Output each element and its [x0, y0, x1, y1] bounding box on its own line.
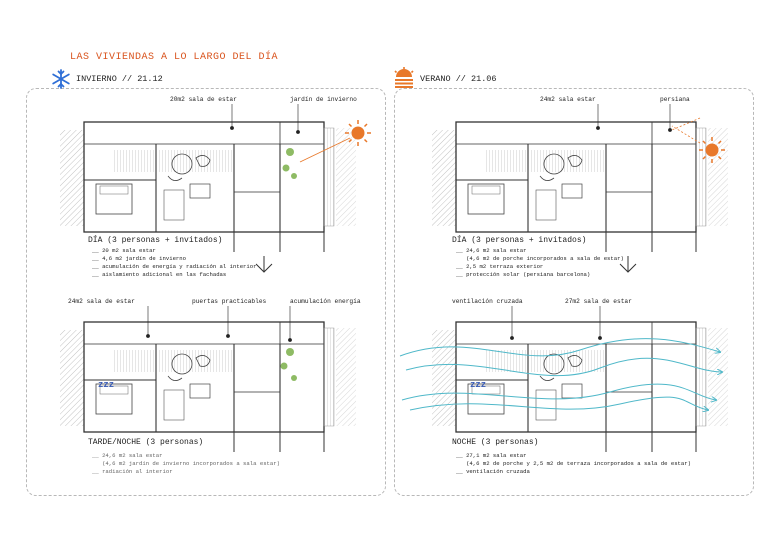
summer-day-callout-1: 24m2 sala estar — [540, 96, 596, 103]
winter-night-callout-3: acumulación energía — [290, 298, 361, 305]
winter-day-heading: DÍA (3 personas + invitados) — [88, 236, 223, 245]
summer-sleep-marker: zzz — [470, 380, 487, 390]
summer-day-bullet-3: __ 2,5 m2 terraza exterior — [456, 263, 544, 270]
winter-day-callout-1: 20m2 sala de estar — [170, 96, 237, 103]
summer-day-bullet-4: __ protección solar (persiana barcelona) — [456, 271, 591, 278]
summer-night-bullet-3: __ ventilación cruzada — [456, 468, 530, 475]
summer-night-bullet-1: __ 27,1 m2 sala estar — [456, 452, 527, 459]
winter-day-bullet-2: __ 4,6 m2 jardín de invierno — [92, 255, 186, 262]
winter-day-callout-2: jardín de invierno — [290, 96, 357, 103]
summer-season-label: VERANO // 21.06 — [420, 74, 497, 84]
winter-day-bullet-1: __ 20 m2 sala estar — [92, 247, 156, 254]
summer-night-callout-1: ventilación cruzada — [452, 298, 523, 305]
winter-night-heading: TARDE/NOCHE (3 personas) — [88, 438, 204, 447]
winter-day-bullet-3: __ acumulación de energía y radiación al interior — [92, 263, 257, 270]
page-title: LAS VIVIENDAS A LO LARGO DEL DÍA — [70, 52, 279, 63]
winter-season-label: INVIERNO // 21.12 — [76, 74, 163, 84]
summer-night-callout-2: 27m2 sala de estar — [565, 298, 632, 305]
winter-day-bullet-4: __ aislamiento adicional en las fachadas — [92, 271, 227, 278]
summer-day-callout-2: persiana — [660, 96, 690, 103]
winter-night-callout-1: 24m2 sala de estar — [68, 298, 135, 305]
winter-night-bullet-1: __ 24,6 m2 sala estar — [92, 452, 163, 459]
winter-night-callout-2: puertas practicables — [192, 298, 267, 305]
winter-night-bullet-2: (4,6 m2 jardín de invierno incorporados a sala estar) — [92, 460, 280, 467]
winter-night-bullet-3: __ radiación al interior — [92, 468, 173, 475]
winter-sleep-marker: zzz — [98, 380, 115, 390]
summer-night-heading: NOCHE (3 personas) — [452, 438, 539, 447]
summer-night-bullet-2: (4,6 m2 de porche y 2,5 m2 de terraza incorporados a sala de estar) — [456, 460, 691, 467]
summer-day-heading: DÍA (3 personas + invitados) — [452, 236, 587, 245]
summer-day-bullet-2: (4,6 m2 de porche incorporados a sala de estar) — [456, 255, 624, 262]
summer-day-bullet-1: __ 24,6 m2 sala estar — [456, 247, 527, 254]
